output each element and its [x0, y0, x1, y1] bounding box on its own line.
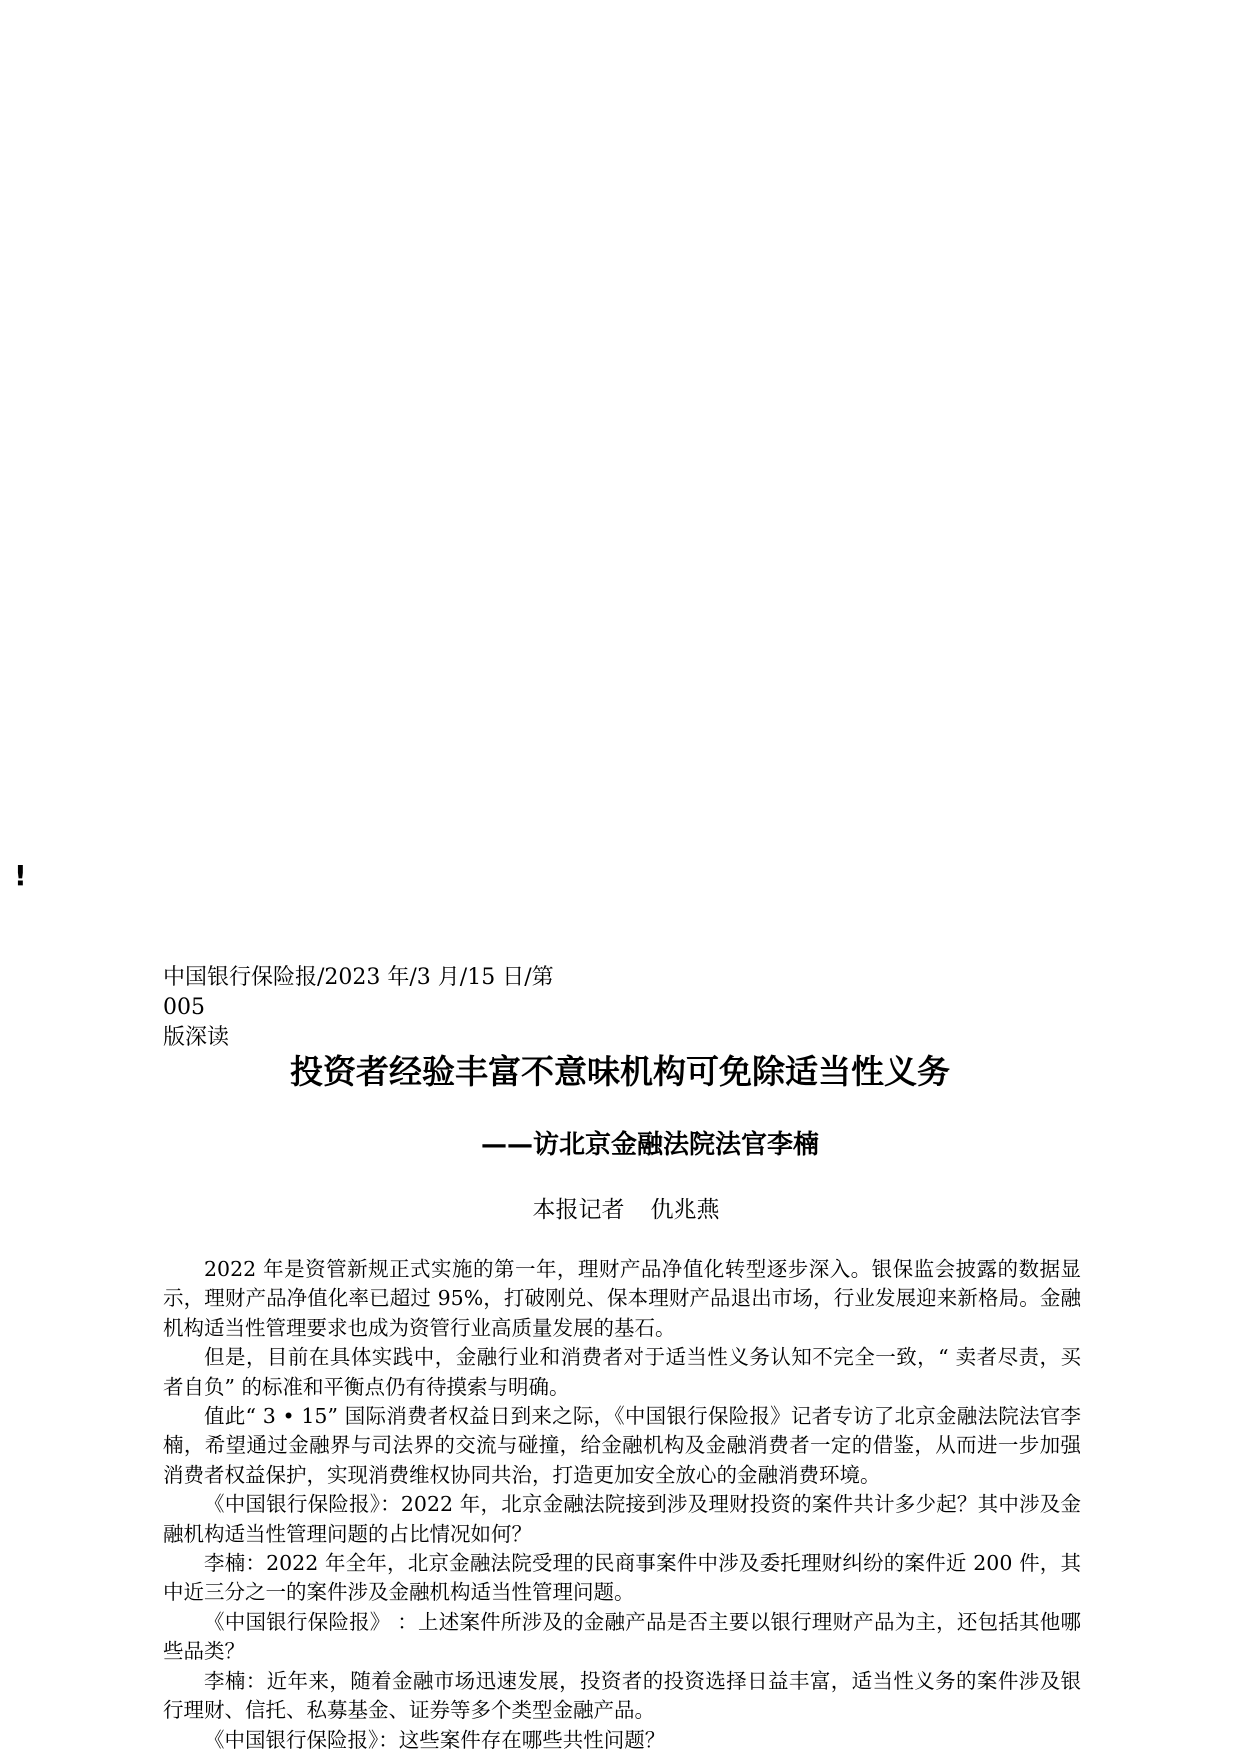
paragraph: 值此“ 3 • 15” 国际消费者权益日到来之际，《中国银行保险报》记者专访了北京金融法院法官李楠，希望通过金融界与司法界的交流与碰撞，给金融机构及金融消费者一定的借鉴，从而进一步加强消费者权益保护，实现消费维权协同共治，打造更加安全放心的金融消费环境。	[163, 1404, 1081, 1487]
source-line-2: 版深读	[163, 1025, 230, 1050]
byline-name: 仇兆燕	[650, 1197, 720, 1223]
paragraph: 《中国银行保险报》：这些案件存在哪些共性问题？	[204, 1727, 666, 1752]
alert-mark: !	[14, 859, 27, 892]
article-body	[163, 1255, 1081, 1755]
source-citation	[163, 963, 593, 1053]
paragraph: 《中国银行保险报》 ：上述案件所涉及的金融产品是否主要以银行理财产品为主，还包括其他哪些品类？	[163, 1609, 1081, 1664]
paragraph: 但是，目前在具体实践中，金融行业和消费者对于适当性义务认知不完全一致，“ 卖者尽责，买者自负” 的标准和平衡点仍有待摸索与明确。	[163, 1345, 1081, 1399]
article-subtitle: ——访北京金融法院法官李楠	[480, 1130, 819, 1160]
paragraph: 《中国银行保险报》：2022 年，北京金融法院接到涉及理财投资的案件共计多少起？其中涉及金融机构适当性管理问题的占比情况如何？	[163, 1492, 1081, 1546]
source-line-1: 中国银行保险报/2023 年/3 月/15 日/第 005	[163, 965, 554, 1020]
paragraph: 2022 年是资管新规正式实施的第一年，理财产品净值化转型逐步深入。银保监会披露的数据显示，理财产品净值化率已超过 95%，打破刚兑、保本理财产品退出市场，行业发展迎来新格局。金融机构适当性管理要求也成为资管行业高质量发展的基石。	[163, 1257, 1081, 1340]
article-title: 投资者经验丰富不意味机构可免除适当性义务	[290, 1052, 950, 1091]
paragraph: 李楠：近年来，随着金融市场迅速发展，投资者的投资选择日益丰富，适当性义务的案件涉及银行理财、信托、私募基金、证券等多个类型金融产品。	[163, 1668, 1081, 1723]
byline-role: 本报记者	[532, 1197, 625, 1223]
paragraph: 李楠：2022 年全年，北京金融法院受理的民商事案件中涉及委托理财纠纷的案件近 200 件，其中近三分之一的案件涉及金融机构适当性管理问题。	[163, 1551, 1081, 1605]
byline	[0, 1194, 1240, 1226]
